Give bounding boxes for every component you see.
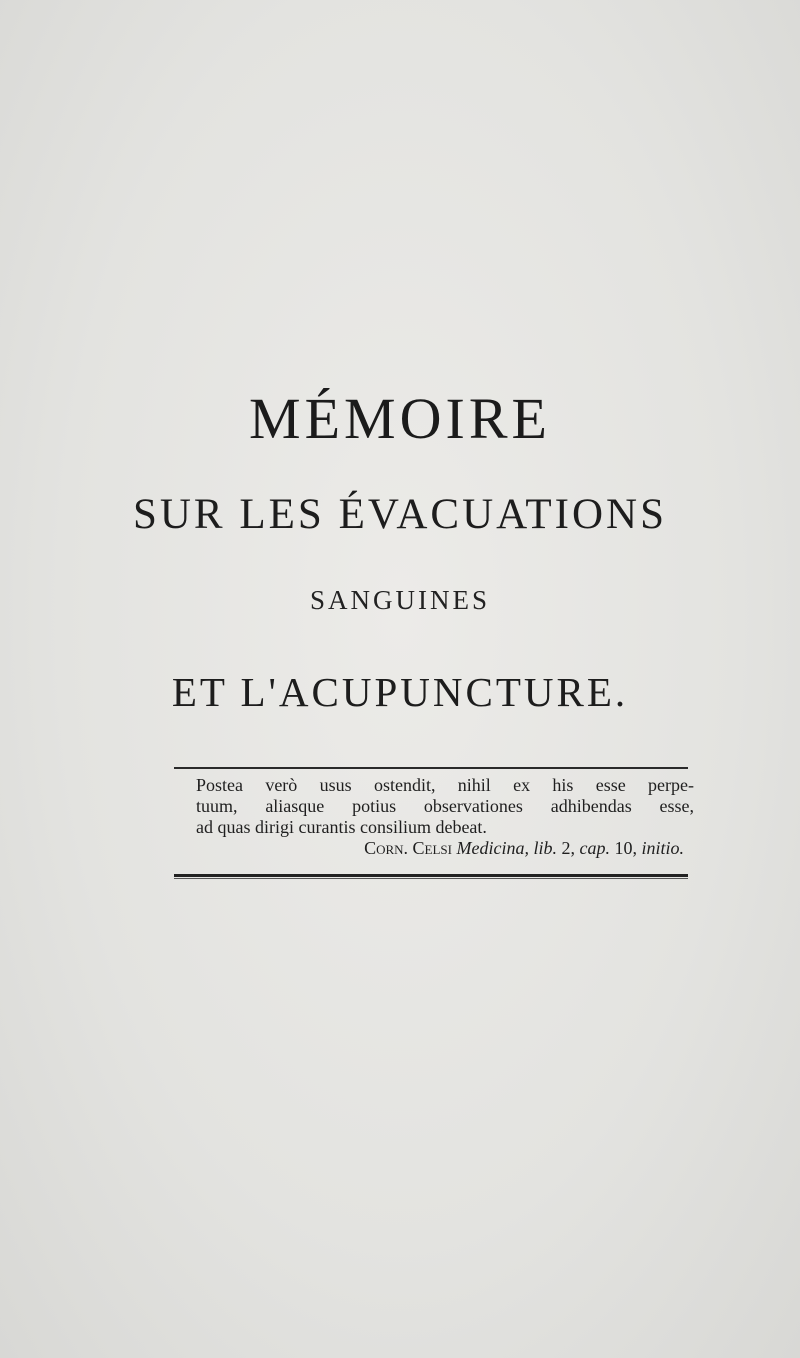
title-main: MÉMOIRE: [249, 386, 551, 451]
epigraph-line-3: ad quas dirigi curantis consilium debeat.: [196, 817, 487, 837]
attribution-lib-label: lib.: [533, 838, 557, 858]
epigraph-line-2: tuum, aliasque potius observationes adhibendas esse,: [196, 796, 694, 816]
epigraph-line-1: Postea verò usus ostendit, nihil ex his esse perpe-: [196, 775, 694, 795]
rule-bottom: [174, 874, 688, 879]
attribution-work: Medicina,: [456, 838, 529, 858]
rule-top: [174, 767, 688, 769]
title-line-1: SUR LES ÉVACUATIONS: [132, 491, 668, 538]
attribution-cap-num: 10,: [614, 838, 637, 858]
attribution-lib-num: 2,: [561, 838, 575, 858]
attribution-locus: initio.: [641, 838, 684, 858]
epigraph-attribution: [196, 838, 684, 859]
attribution-cap-label: cap.: [579, 838, 610, 858]
title-line-3: ET L'ACUPUNCTURE.: [171, 669, 629, 715]
epigraph: [196, 775, 694, 838]
title-line-2: SANGUINES: [309, 585, 490, 615]
attribution-author: Corn. Celsi: [364, 838, 452, 858]
